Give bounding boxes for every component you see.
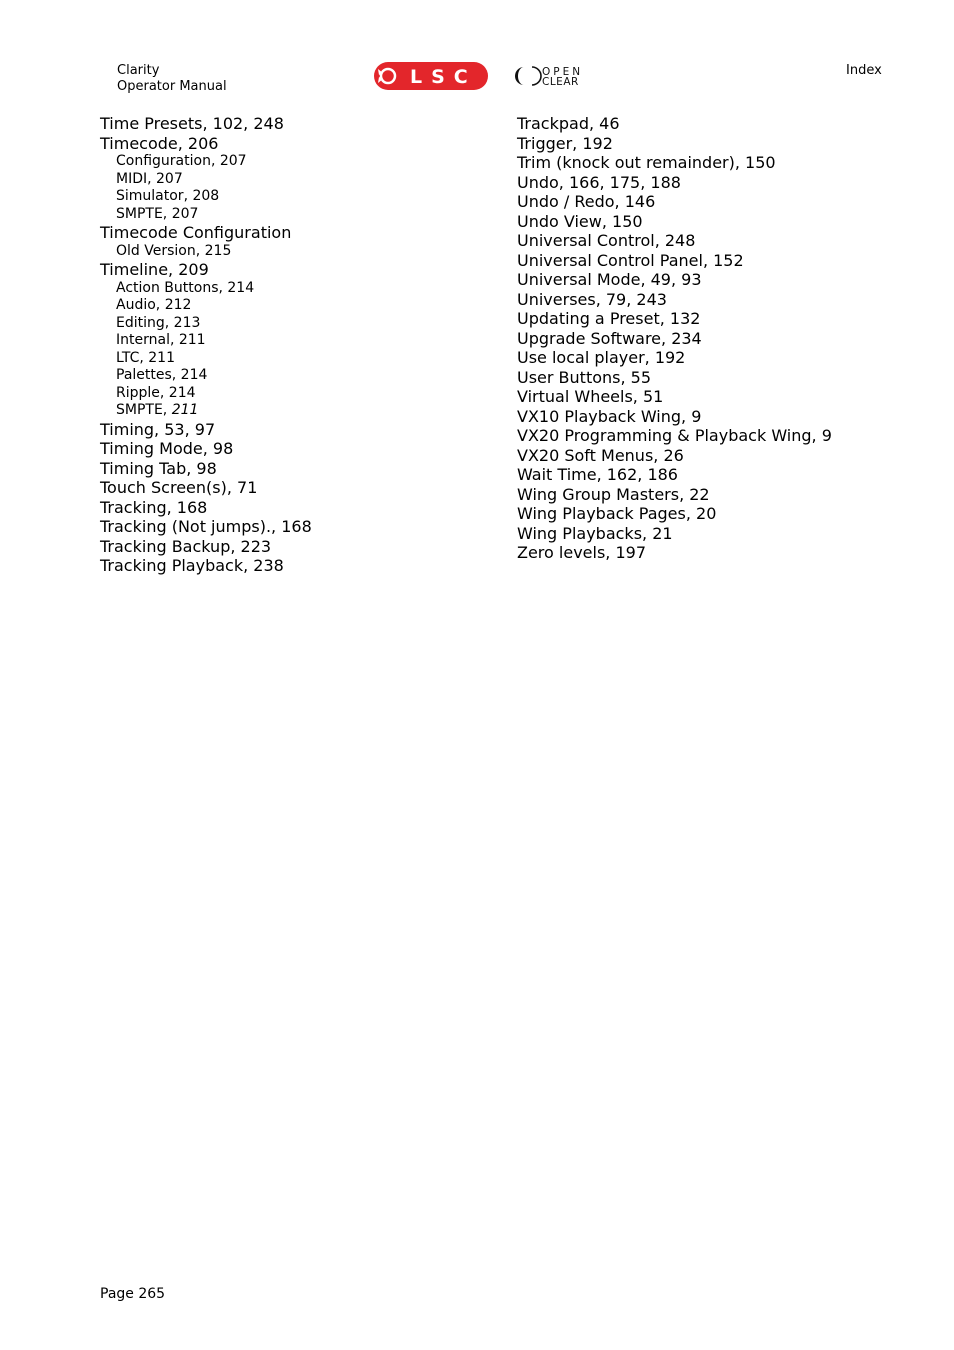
index-entry: VX10 Playback Wing, 9	[517, 406, 702, 426]
index-subentry: Ripple, 214	[116, 384, 196, 401]
header-title-line1: Clarity	[117, 63, 160, 78]
index-entry: Undo / Redo, 146	[517, 192, 656, 211]
index-subentry-label: SMPTE,	[116, 402, 172, 418]
header-section-label: Index	[846, 63, 882, 78]
index-entry: Use local player, 192	[517, 348, 686, 367]
index-entry: Universal Control Panel, 152	[517, 250, 744, 270]
index-entry: Timecode Configuration	[100, 223, 292, 242]
index-entry: Trim (knock out remainder), 150	[517, 153, 776, 172]
index-subentry: Old Version, 215	[116, 242, 232, 259]
index-entry: Touch Screen(s), 71	[100, 478, 258, 497]
index-subentry: Editing, 213	[116, 314, 201, 331]
index-entry: Timing, 53, 97	[100, 419, 216, 439]
index-column-left	[100, 114, 312, 576]
index-subentry-page: 211	[171, 402, 199, 418]
index-entry: Upgrade Software, 234	[517, 328, 702, 348]
index-entry: Timecode, 206	[100, 133, 219, 153]
index-subentry: Configuration, 207	[116, 153, 247, 169]
lsc-logo-text: LSC	[410, 66, 477, 88]
openclear-logo-mark	[515, 67, 524, 85]
index-entry: Universal Control, 248	[517, 231, 696, 250]
index-entry: Tracking, 168	[100, 497, 208, 517]
index-entry: Wait Time, 162, 186	[517, 465, 678, 484]
index-entry: Timing Mode, 98	[100, 439, 234, 458]
index-entry: Trackpad, 46	[517, 114, 620, 133]
index-entry: Wing Playback Pages, 20	[517, 504, 717, 523]
index-subentry	[100, 402, 312, 420]
index-entry: Updating a Preset, 132	[517, 309, 701, 328]
index-subentry: Internal, 211	[116, 332, 206, 348]
index-entry: Tracking Playback, 238	[100, 556, 284, 575]
index-entry: Timeline, 209	[100, 260, 209, 279]
index-entry: User Buttons, 55	[517, 367, 652, 387]
index-entry: Undo, 166, 175, 188	[517, 172, 681, 192]
header-document-title	[117, 63, 227, 95]
index-entry: Tracking (Not jumps)., 168	[100, 517, 312, 536]
index-entry: Wing Group Masters, 22	[517, 484, 710, 504]
index-entry: Wing Playbacks, 21	[517, 523, 673, 543]
lsc-logo	[374, 62, 488, 90]
index-column-right	[517, 114, 832, 563]
header-title-line2: Operator Manual	[117, 79, 227, 94]
index-entry: Tracking Backup, 223	[100, 536, 272, 556]
index-entry: Virtual Wheels, 51	[517, 387, 664, 406]
index-subentry: Action Buttons, 214	[116, 279, 255, 296]
index-subentry: Audio, 212	[116, 297, 192, 313]
index-entry: Undo View, 150	[517, 211, 643, 231]
index-entry: Universal Mode, 49, 93	[517, 270, 702, 289]
index-subentry: LTC, 211	[116, 349, 176, 366]
openclear-logo-text-top: OPEN	[542, 66, 584, 78]
index-subentry: Palettes, 214	[116, 367, 208, 383]
index-entry: Universes, 79, 243	[517, 289, 667, 309]
index-subentry: MIDI, 207	[116, 170, 183, 187]
index-entry: Zero levels, 197	[517, 543, 646, 562]
openclear-logo	[510, 64, 610, 88]
index-entry: Timing Tab, 98	[100, 458, 217, 478]
index-entry: Trigger, 192	[517, 133, 613, 153]
index-entry: Time Presets, 102, 248	[100, 114, 284, 133]
index-subentry: Simulator, 208	[116, 188, 220, 204]
page-number: Page 265	[100, 1286, 166, 1302]
index-entry: VX20 Programming & Playback Wing, 9	[517, 426, 832, 445]
openclear-logo-text-bottom: CLEAR	[542, 76, 579, 88]
index-entry: VX20 Soft Menus, 26	[517, 445, 684, 465]
index-subentry: SMPTE, 207	[116, 205, 199, 222]
